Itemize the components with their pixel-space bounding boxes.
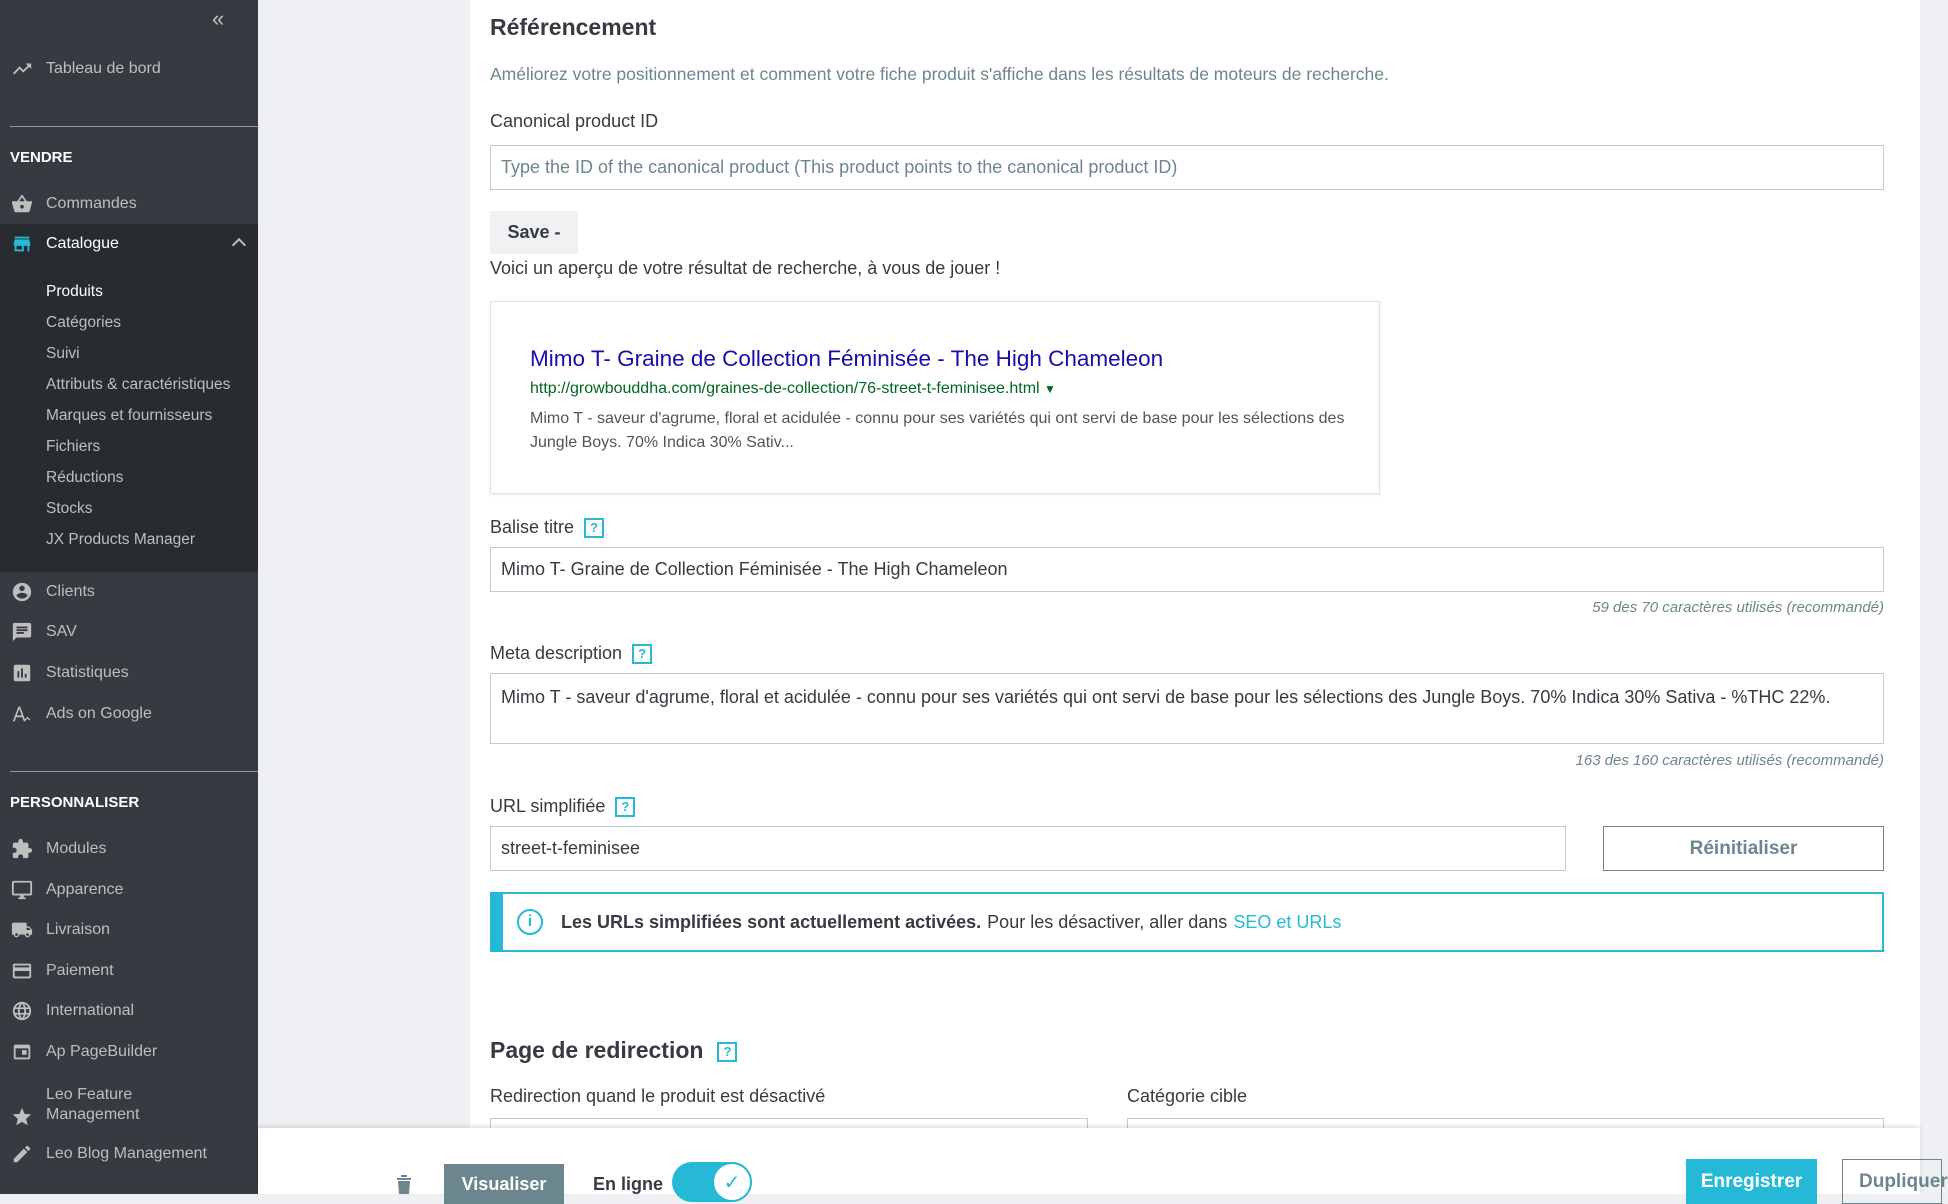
sidebar-item-leo-feature[interactable] bbox=[0, 1081, 258, 1129]
friendly-url-alert bbox=[490, 892, 1884, 952]
seo-section-title: Référencement bbox=[490, 14, 657, 40]
sidebar-item-label: Statistiques bbox=[46, 664, 129, 681]
redirect-type-label: Redirection quand le produit est désactivé bbox=[490, 1086, 826, 1106]
sidebar-item-international[interactable] bbox=[0, 991, 258, 1031]
sidebar-item-support[interactable] bbox=[0, 612, 258, 652]
friendly-url-input[interactable]: street-t-feminisee bbox=[490, 826, 1566, 871]
sidebar-item-orders[interactable] bbox=[0, 184, 258, 224]
desktop-icon bbox=[10, 878, 34, 902]
search-preview-card bbox=[490, 301, 1380, 494]
sidebar-item-payment[interactable] bbox=[0, 951, 258, 991]
product-footer-bar bbox=[258, 1128, 1948, 1194]
sidebar-item-label: Modules bbox=[46, 840, 107, 857]
sidebar-item-label: SAV bbox=[46, 623, 77, 640]
check-icon: ✓ bbox=[712, 1162, 752, 1202]
help-icon[interactable]: ? bbox=[584, 518, 604, 538]
submenu-item-products[interactable]: Produits bbox=[46, 283, 103, 300]
sidebar-item-leo-blog[interactable] bbox=[0, 1134, 258, 1174]
preview-intro: Voici un aperçu de votre résultat de recherche, à vous de jouer ! bbox=[490, 258, 1001, 278]
sidebar-item-label: Clients bbox=[46, 583, 95, 600]
submenu-item-files[interactable]: Fichiers bbox=[46, 438, 101, 455]
pencil-icon bbox=[10, 1142, 34, 1166]
bar-chart-icon bbox=[10, 661, 34, 685]
collapse-sidebar-icon[interactable]: « bbox=[212, 6, 225, 31]
sidebar-item-label: Tableau de bord bbox=[46, 60, 161, 77]
sidebar-item-ads[interactable] bbox=[0, 694, 258, 734]
alert-bold-text: Les URLs simplifiées sont actuellement activées. bbox=[561, 911, 982, 932]
submenu-item-monitoring[interactable]: Suivi bbox=[46, 345, 80, 362]
sidebar-item-catalog[interactable] bbox=[0, 224, 258, 264]
meta-description-counter: 163 des 160 caractères utilisés (recommandé) bbox=[1575, 752, 1884, 769]
sidebar-divider bbox=[10, 771, 258, 772]
sidebar-item-label: International bbox=[46, 1002, 135, 1019]
globe-icon bbox=[10, 999, 34, 1023]
sidebar-item-appearance[interactable] bbox=[0, 870, 258, 910]
sidebar-item-dashboard[interactable] bbox=[0, 49, 258, 89]
meta-title-input[interactable]: Mimo T- Graine de Collection Féminisée - The High Chameleon bbox=[490, 547, 1884, 592]
sidebar-item-label: Leo Feature Management bbox=[46, 1086, 140, 1123]
info-icon: i bbox=[517, 909, 543, 935]
sidebar-item-label: Livraison bbox=[46, 921, 111, 938]
meta-title-label bbox=[490, 517, 604, 538]
meta-description-textarea[interactable]: Mimo T - saveur d'agrume, floral et acidulée - connu pour ses variétés qui ont servi de base pour les sélections des Jungle Boys. 70% Indica 30% Sativa - %THC 22%. bbox=[490, 673, 1884, 744]
caret-down-icon: ▼ bbox=[1044, 382, 1056, 396]
save-canonical-button[interactable]: Save - bbox=[490, 211, 578, 254]
help-icon[interactable]: ? bbox=[632, 644, 652, 664]
friendly-url-label bbox=[490, 796, 635, 817]
save-product-button[interactable]: Enregistrer bbox=[1686, 1159, 1817, 1204]
section-title-customize: PERSONNALISER bbox=[10, 794, 140, 811]
chat-icon bbox=[10, 620, 34, 644]
sidebar-item-pagebuilder[interactable] bbox=[0, 1032, 258, 1072]
submenu-item-discounts[interactable]: Réductions bbox=[46, 469, 124, 486]
chevron-up-icon bbox=[232, 238, 246, 252]
serp-url bbox=[530, 380, 1056, 398]
serp-title: Mimo T- Graine de Collection Féminisée - The High Chameleon bbox=[530, 346, 1164, 371]
catalog-submenu bbox=[0, 264, 258, 572]
window-icon bbox=[10, 1040, 34, 1064]
sidebar-item-shipping[interactable] bbox=[0, 910, 258, 950]
duplicate-button[interactable]: Dupliquer bbox=[1842, 1159, 1942, 1204]
online-label: En ligne bbox=[593, 1174, 664, 1194]
sidebar-divider bbox=[10, 126, 258, 127]
canonical-product-input[interactable]: Type the ID of the canonical product (This product points to the canonical product ID) bbox=[490, 145, 1884, 190]
sidebar bbox=[0, 0, 258, 1194]
sidebar-item-customers[interactable] bbox=[0, 572, 258, 612]
puzzle-icon bbox=[10, 837, 34, 861]
canonical-label: Canonical product ID bbox=[490, 111, 659, 131]
sidebar-item-label: Paiement bbox=[46, 962, 114, 979]
meta-description-label-text: Meta description bbox=[490, 643, 623, 663]
preview-button[interactable]: Visualiser bbox=[444, 1164, 564, 1204]
sidebar-item-stats[interactable] bbox=[0, 653, 258, 693]
meta-description-label bbox=[490, 643, 652, 664]
seo-subtitle: Améliorez votre positionnement et comment votre fiche produit s'affiche dans les résultats de moteurs de recherche. bbox=[490, 64, 1389, 84]
meta-title-label-text: Balise titre bbox=[490, 517, 575, 537]
target-category-label: Catégorie cible bbox=[1127, 1086, 1248, 1106]
reset-url-button[interactable]: Réinitialiser bbox=[1603, 826, 1884, 871]
account-circle-icon bbox=[10, 580, 34, 604]
sidebar-item-label: Apparence bbox=[46, 881, 124, 898]
sidebar-item-modules[interactable] bbox=[0, 829, 258, 869]
submenu-item-attributes[interactable]: Attributs & caractéristiques bbox=[46, 376, 231, 393]
friendly-url-label-text: URL simplifiée bbox=[490, 796, 606, 816]
truck-icon bbox=[10, 918, 34, 942]
submenu-item-brands[interactable]: Marques et fournisseurs bbox=[46, 407, 213, 424]
section-title-sell: VENDRE bbox=[10, 149, 73, 166]
sidebar-item-label: Catalogue bbox=[46, 235, 119, 252]
sidebar-item-label: Ap PageBuilder bbox=[46, 1043, 158, 1060]
shopping-basket-icon bbox=[10, 192, 34, 216]
alert-accent-bar bbox=[492, 894, 503, 950]
help-icon[interactable]: ? bbox=[717, 1042, 737, 1062]
store-icon bbox=[10, 232, 34, 256]
seo-urls-link[interactable]: SEO et URLs bbox=[1233, 911, 1342, 932]
ads-icon bbox=[10, 702, 34, 726]
meta-title-counter: 59 des 70 caractères utilisés (recommandé) bbox=[1592, 599, 1884, 616]
alert-text: Pour les désactiver, aller dans bbox=[987, 911, 1228, 932]
trash-icon[interactable] bbox=[396, 1174, 412, 1194]
submenu-item-stocks[interactable]: Stocks bbox=[46, 500, 93, 517]
credit-card-icon bbox=[10, 959, 34, 983]
sidebar-item-label: Commandes bbox=[46, 195, 137, 212]
sidebar-item-label: Leo Blog Management bbox=[46, 1145, 207, 1162]
serp-url-text: http://growbouddha.com/graines-de-collection/76-street-t-feminisee.html bbox=[530, 380, 1040, 397]
redirect-title-text: Page de redirection bbox=[490, 1037, 704, 1063]
sidebar-item-label: Ads on Google bbox=[46, 705, 152, 722]
online-toggle[interactable] bbox=[672, 1162, 752, 1202]
redirect-section-title bbox=[490, 1037, 737, 1064]
trending-up-icon bbox=[10, 57, 34, 81]
submenu-item-categories[interactable]: Catégories bbox=[46, 314, 121, 331]
help-icon[interactable]: ? bbox=[615, 797, 635, 817]
star-icon bbox=[10, 1105, 34, 1129]
serp-description: Mimo T - saveur d'agrume, floral et acidulée - connu pour ses variétés qui ont servi de base pour les sélections des Jungle Boys. 70% Indica 30% Sativ... bbox=[530, 410, 1345, 451]
submenu-item-jx-products[interactable]: JX Products Manager bbox=[46, 531, 196, 548]
